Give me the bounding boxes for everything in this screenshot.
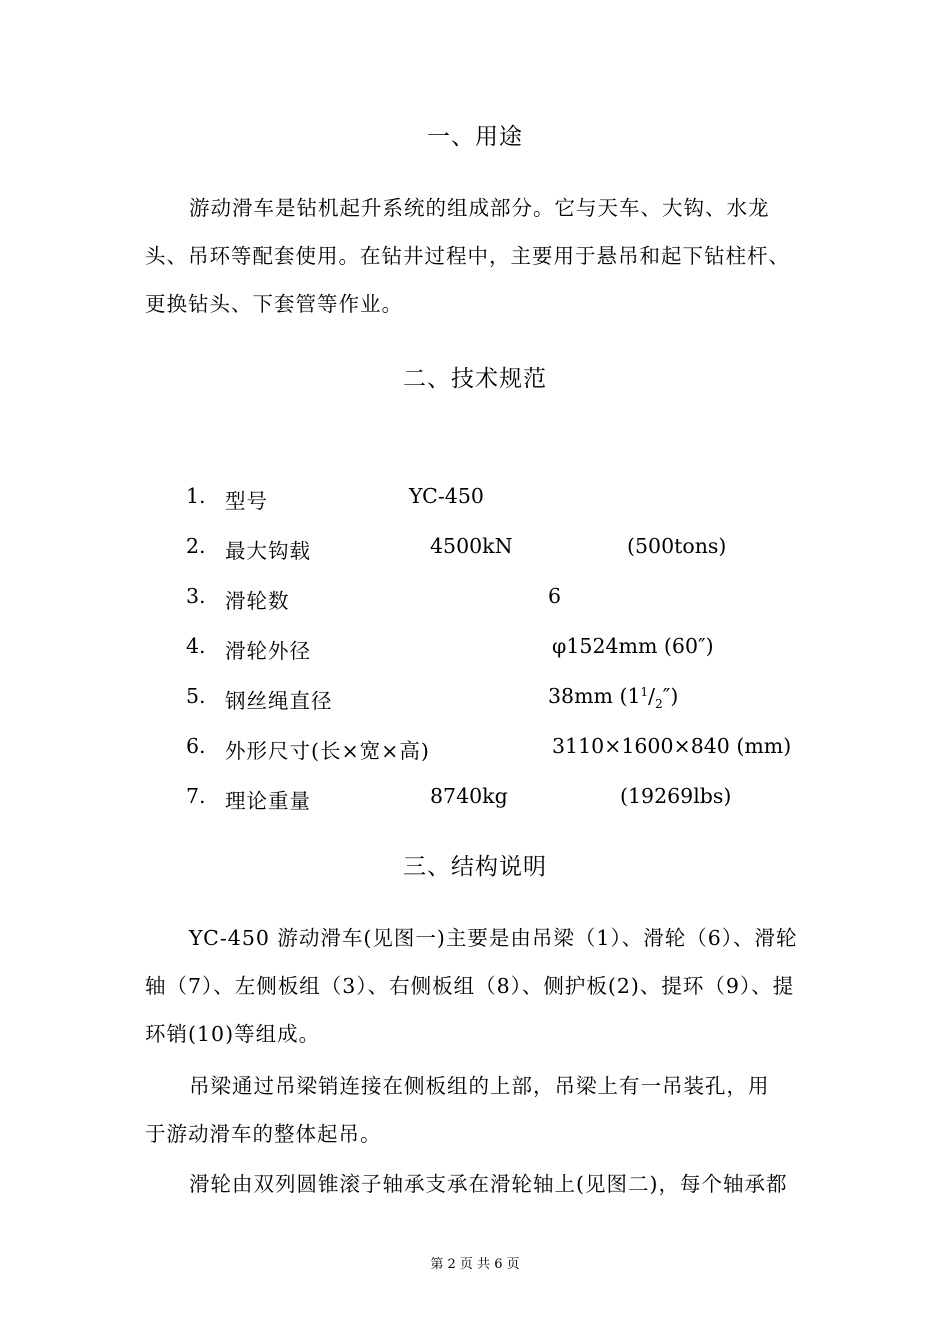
spec-name: 钢丝绳直径	[225, 689, 333, 713]
usage-line-3: 更换钻头、下套管等作业。	[145, 292, 403, 316]
structure-paragraph-1	[145, 914, 805, 1058]
spec-number: 2.	[186, 534, 206, 558]
section-heading-specs: 二、技术规范	[403, 366, 547, 392]
spec-name: 最大钩载	[225, 539, 311, 563]
spec-item	[0, 734, 950, 764]
section-heading-structure: 三、结构说明	[403, 854, 547, 880]
spec-value: 38mm $(1^1/_2'')$	[548, 684, 679, 711]
spec-item	[0, 534, 950, 564]
structure-paragraph-3	[145, 1160, 805, 1208]
spec-extra: (19269lbs)	[620, 784, 732, 808]
spec-item	[0, 484, 950, 514]
spec-number: 7.	[186, 784, 206, 808]
structure-p1-line-2: 轴（7）、左侧板组（3）、右侧板组（8）、侧护板(2)、提环（9）、提	[145, 974, 795, 998]
spec-item	[0, 684, 950, 714]
structure-p2-line-1: 吊梁通过吊梁销连接在侧板组的上部，吊梁上有一吊装孔，用	[189, 1074, 770, 1098]
spec-number: 1.	[186, 484, 206, 508]
section-heading-usage: 一、用途	[427, 124, 523, 150]
structure-p1-line-3: 环销(10)等组成。	[145, 1022, 321, 1046]
spec-value: 4500kN	[430, 534, 513, 558]
spec-value: 8740kg	[430, 784, 508, 808]
spec-value: 6	[548, 584, 562, 608]
structure-paragraph-2	[145, 1062, 805, 1158]
spec-name: 滑轮数	[225, 589, 290, 613]
spec-name: 型号	[225, 489, 268, 513]
spec-number: 3.	[186, 584, 206, 608]
usage-line-2: 头、吊环等配套使用。在钻井过程中，主要用于悬吊和起下钻柱杆、	[145, 244, 790, 268]
spec-item	[0, 584, 950, 614]
usage-paragraph	[145, 184, 805, 328]
structure-p3-line-1: 滑轮由双列圆锥滚子轴承支承在滑轮轴上(见图二)，每个轴承都	[189, 1172, 788, 1196]
structure-p1-line-1: YC-450 游动滑车(见图一)主要是由吊梁（1）、滑轮（6）、滑轮	[189, 926, 798, 950]
spec-item	[0, 634, 950, 664]
spec-number: 4.	[186, 634, 206, 658]
spec-value: 3110×1600×840 (mm)	[552, 734, 792, 758]
spec-number: 5.	[186, 684, 206, 708]
structure-p2-line-2: 于游动滑车的整体起吊。	[145, 1122, 382, 1146]
spec-value: φ1524mm (60″)	[552, 634, 714, 658]
spec-extra: (500tons)	[627, 534, 727, 558]
spec-item	[0, 784, 950, 814]
spec-name: 理论重量	[225, 789, 311, 813]
usage-line-1: 游动滑车是钻机起升系统的组成部分。它与天车、大钩、水龙	[189, 196, 770, 220]
spec-number: 6.	[186, 734, 206, 758]
spec-name: 滑轮外径	[225, 639, 311, 663]
page-footer: 第 2 页 共 6 页	[430, 1257, 520, 1272]
spec-name: 外形尺寸(长×宽×高)	[225, 739, 430, 763]
spec-value: YC-450	[409, 484, 484, 508]
